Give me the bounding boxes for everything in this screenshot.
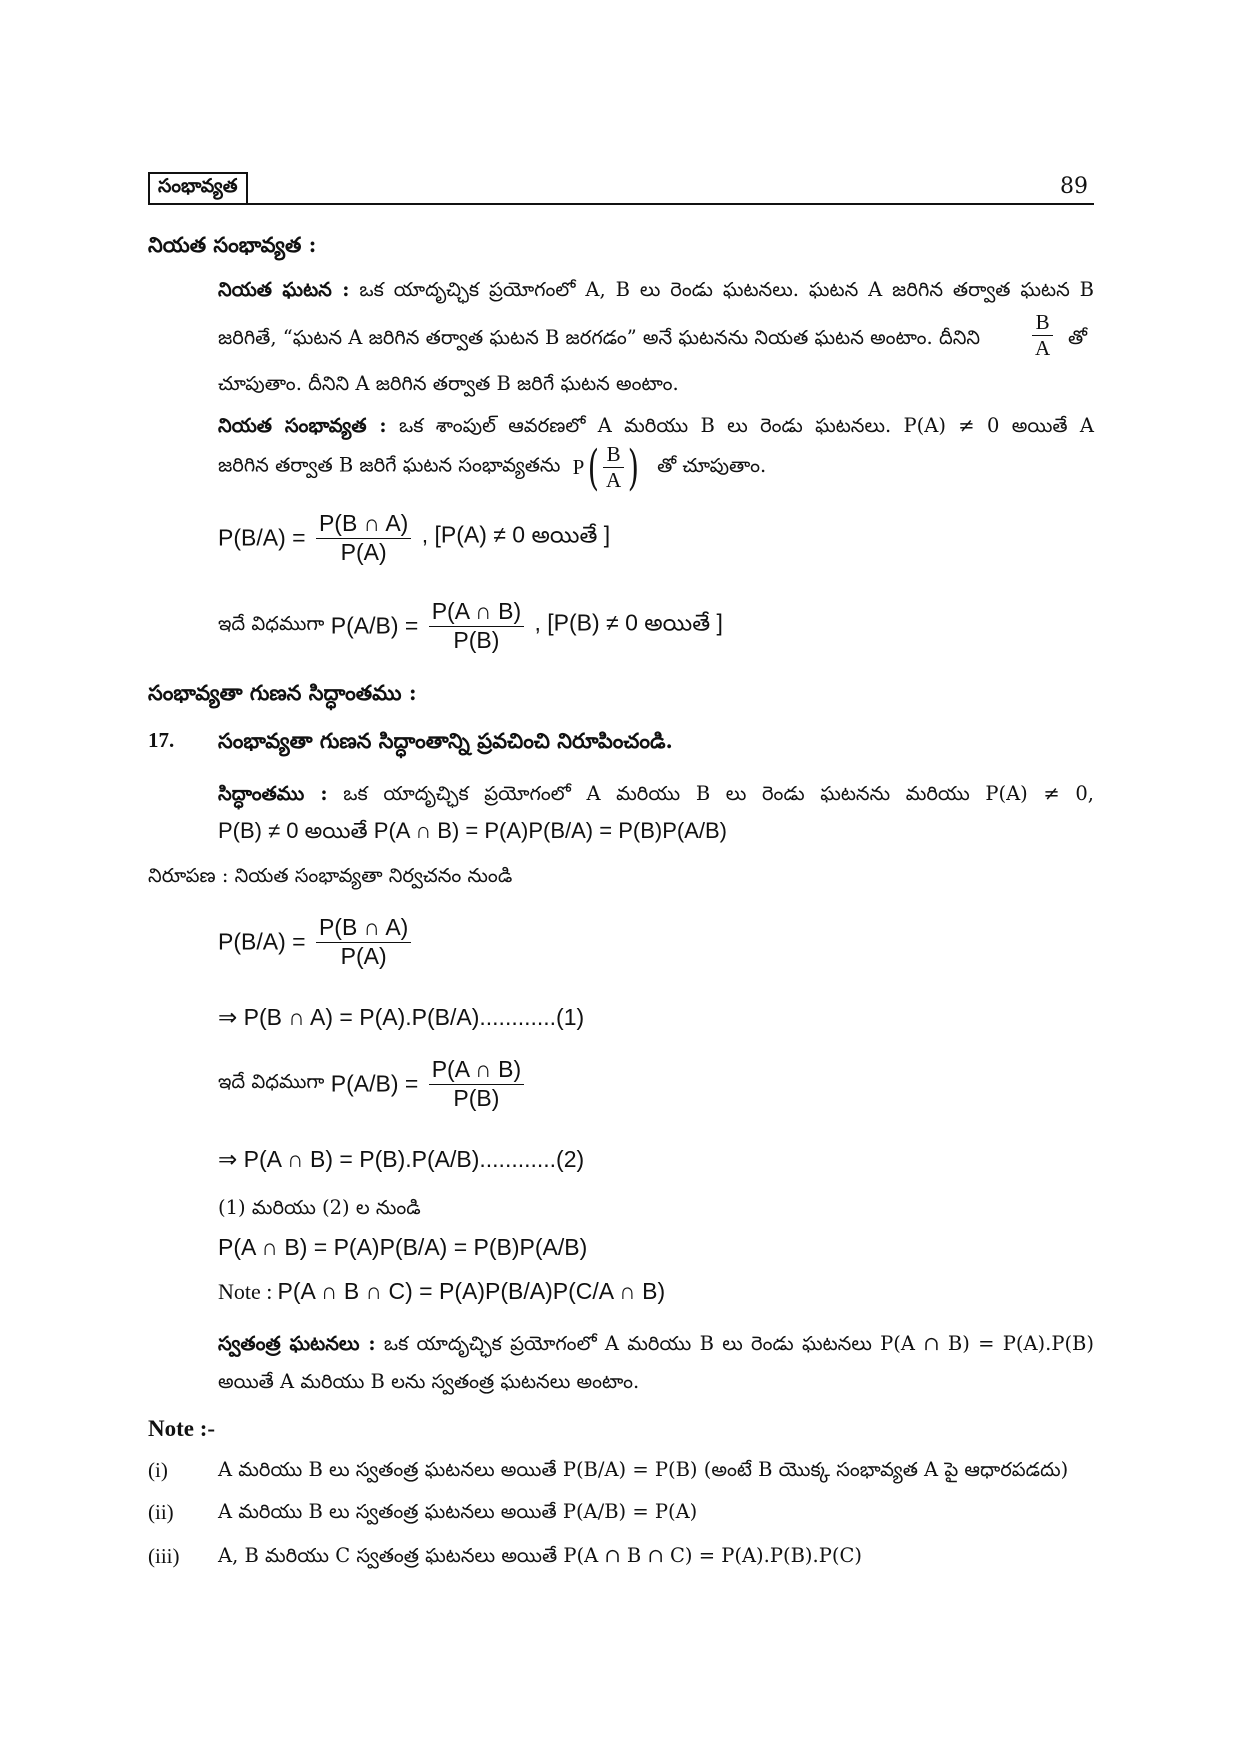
note-formula: P(A ∩ B ∩ C) = P(A)P(B/A)P(C/A ∩ B) (277, 1278, 666, 1304)
formula-numerator: P(A ∩ B) (429, 598, 524, 627)
fraction-numerator: B (1032, 310, 1053, 336)
theorem-line-2: P(B) ≠ 0 అయితే P(A ∩ B) = P(A)P(B/A) = P(B)P(A/B) (218, 818, 727, 843)
formula-fraction (316, 914, 411, 970)
paragraph-line-3: చూపుతాం. దీనిని A జరిగిన తర్వాత B జరిగే ఘటన అంటాం. (218, 372, 679, 395)
formula-numerator: P(B ∩ A) (316, 914, 411, 943)
text-line-4: ఒక శాంపుల్ ఆవరణలో A మరియు B లు రెండు ఘటనలు. P(A) ≠ 0 అయితే A (398, 414, 1094, 437)
term-conditional-probability: నియత సంభావ్యత : (218, 414, 387, 437)
text-line-2b: తో (1068, 326, 1088, 349)
formula-fraction (429, 598, 524, 654)
formula-fraction (429, 1056, 524, 1112)
paren-close: ) (627, 439, 640, 496)
note-item-2-text: A మరియు B లు స్వతంత్ర ఘటనలు అయితే P(A/B) = P(A) (218, 1500, 698, 1523)
formula-proof-1 (218, 914, 415, 970)
proof-result: P(A ∩ B) = P(A)P(B/A) = P(B)P(A/B) (218, 1234, 588, 1260)
theorem-line-1 (218, 782, 1094, 810)
formula-proof-2 (218, 1056, 528, 1112)
formula-prefix: ఇదే విధముగా (218, 1070, 325, 1094)
fraction-b-over-a-paren (603, 442, 624, 493)
fraction-numerator: B (603, 442, 624, 468)
text-line-5a: జరిగిన తర్వాత B జరిగే ఘటన సంభావ్యతను (218, 453, 561, 477)
formula-prefix: ఇదే విధముగా (218, 612, 325, 636)
fraction-denominator: A (1035, 336, 1051, 361)
formula-denominator: P(A) (340, 538, 387, 565)
formula-lhs: P(B/A) = (218, 928, 306, 955)
formula-denominator: P(B) (453, 1084, 500, 1111)
question-number: 17. (148, 728, 175, 752)
paragraph-line-1 (218, 278, 1094, 306)
from-1-and-2: (1) మరియు (2) ల నుండి (218, 1196, 421, 1219)
formula-conditional-b-given-a (218, 510, 610, 566)
chapter-label: సంభావ్యత (148, 172, 248, 205)
note-item-1-text: A మరియు B లు స్వతంత్ర ఘటనలు అయితే P(B/A) = P(B) (అంటే B యొక్క సంభావ్యత A పై ఆధారపడదు) (218, 1458, 1069, 1481)
independent-text-1: ఒక యాదృచ్ఛిక ప్రయోగంలో A మరియు B లు రెండు ఘటనలు P(A ∩ B) = P(A).P(B) (383, 1332, 1094, 1355)
paren-open: ( (588, 439, 600, 496)
formula-lhs: P(A/B) = (330, 612, 419, 639)
formula-numerator: P(A ∩ B) (429, 1056, 524, 1085)
formula-denominator: P(A) (340, 942, 387, 969)
formula-equation-2: ⇒ P(A ∩ B) = P(B).P(A/B)............(2) (218, 1146, 585, 1172)
proof-intro: నిరూపణ : నియత సంభావ్యతా నిర్వచనం నుండి (148, 864, 513, 887)
term-conditional-event: నియత ఘటన : (218, 278, 350, 301)
note-item-1-label: (i) (148, 1458, 168, 1482)
term-theorem: సిద్ధాంతము : (218, 782, 328, 805)
text-line-1: ఒక యాదృచ్ఛిక ప్రయోగంలో A, B లు రెండు ఘటనలు. ఘటన A జరిగిన తర్వాత ఘటన B (359, 278, 1094, 301)
formula-denominator: P(B) (453, 626, 500, 653)
note-item-3-text: A, B మరియు C స్వతంత్ర ఘటనలు అయితే P(A ∩ B ∩ C) = P(A).P(B).P(C) (218, 1544, 862, 1567)
formula-lhs: P(A/B) = (330, 1070, 419, 1097)
note-chain-rule (218, 1278, 665, 1305)
text-line-5b: తో చూపుతాం. (657, 453, 767, 477)
independent-line-2: అయితే A మరియు B లను స్వతంత్ర ఘటనలు అంటాం. (218, 1370, 640, 1393)
section-title-multiplication-theorem: సంభావ్యతా గుణన సిద్ధాంతము : (148, 680, 417, 705)
fraction-denominator: A (606, 468, 622, 493)
formula-lhs: P(B/A) = (218, 524, 306, 551)
independent-line-1 (218, 1332, 1094, 1360)
formula-conditional-a-given-b (218, 598, 723, 654)
note-item-3-label: (iii) (148, 1544, 180, 1568)
header-rule (148, 203, 1094, 205)
probability-symbol: P (572, 455, 585, 480)
term-independent-events: స్వతంత్ర ఘటనలు : (218, 1332, 376, 1355)
page-number: 89 (1060, 174, 1088, 199)
formula-equation-1: ⇒ P(B ∩ A) = P(A).P(B/A)............(1) (218, 1004, 585, 1030)
formula-numerator: P(B ∩ A) (316, 510, 411, 539)
formula-condition: , [P(B) ≠ 0 అయితే ] (534, 609, 723, 636)
note-item-2-label: (ii) (148, 1500, 174, 1524)
section-title-conditional-probability: నియత సంభావ్యత : (148, 232, 317, 257)
paragraph-line-4 (218, 414, 1094, 442)
paragraph-line-2 (218, 310, 1094, 370)
theorem-text-1: ఒక యాదృచ్ఛిక ప్రయోగంలో A మరియు B లు రెండు ఘటనను మరియు P(A) ≠ 0, (343, 782, 1094, 805)
note-label: Note : (218, 1279, 273, 1304)
paragraph-line-5 (218, 439, 767, 506)
formula-fraction (316, 510, 411, 566)
notes-title: Note :- (148, 1416, 216, 1441)
formula-condition: , [P(A) ≠ 0 అయితే ] (421, 521, 611, 548)
text-line-2a: జరిగితే, “ఘటన A జరిగిన తర్వాత ఘటన B జరగడం” అనే ఘటనను నియత ఘటన అంటాం. దీనిని (218, 326, 981, 349)
question-text: సంభావ్యతా గుణన సిద్ధాంతాన్ని ప్రవచించి నిరూపించండి. (218, 728, 673, 753)
fraction-b-over-a (1032, 310, 1053, 361)
